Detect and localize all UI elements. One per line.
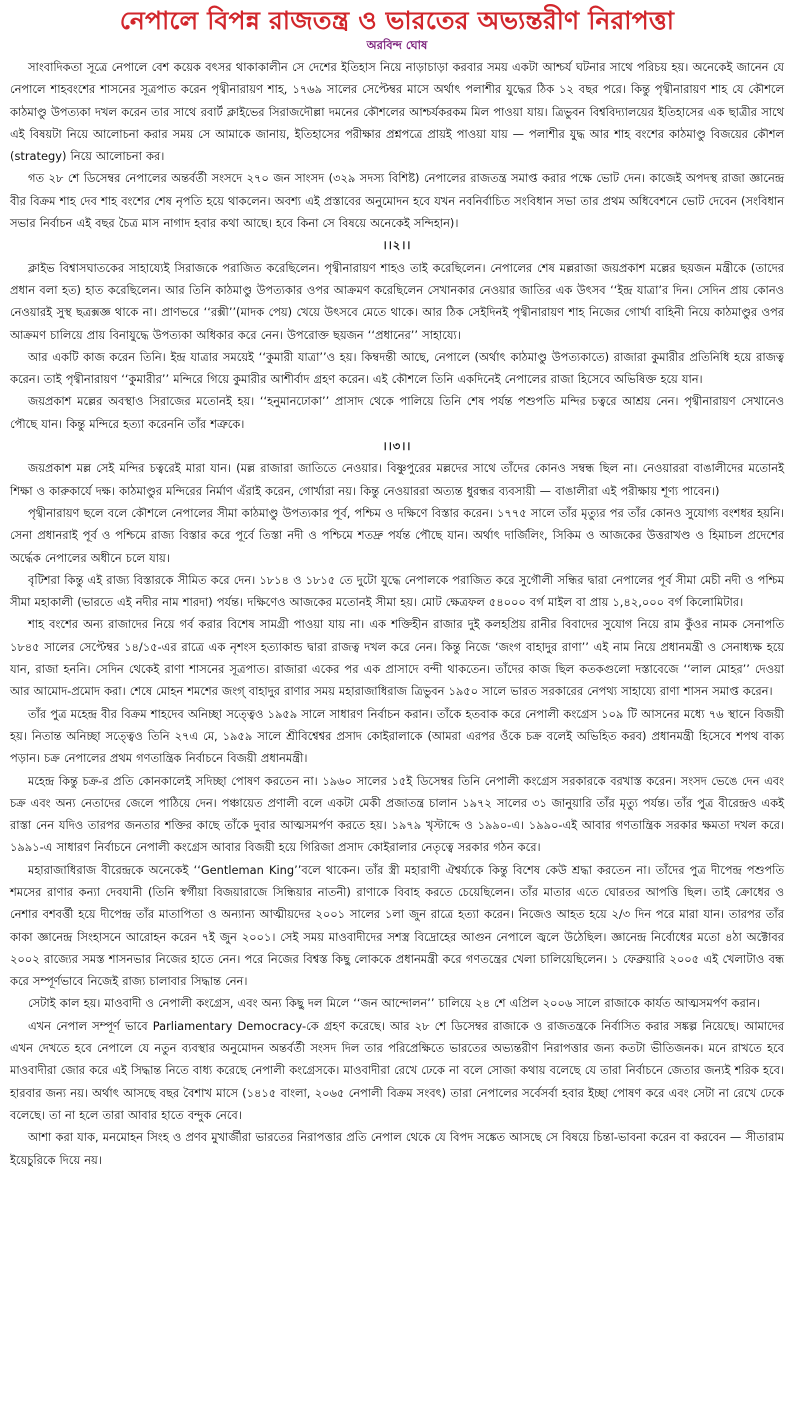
paragraph: মহারাজাধিরাজ বীরেন্দ্রকে অনেকেই ‘‘Gentleman King’’বলে থাকেন। তাঁর স্ত্রী মহারাণী ঐশ্বর্য্যকে কিন্তু বিশেষ কেউ শ্রদ্ধা করতেন না। তাঁদের পুত্র দীপেন্দ্র পশুপতি শমসের রাণার কন্যা দেবযানী (তিনি স্বর্গীয়া বিজয়ারাজে সিন্ধিয়ার নাতনী) রাণাকে বিবাহ করতে চেয়েছিলেন। তাঁর মাতার এতে ঘোরতর আপত্তি ছিল। তাই ক্রোধের ও নেশার বশবর্ত্তী হয়ে দীপেন্দ্র তাঁর মাতাপিতা ও অন্যান্য আত্মীয়দের ২০০১ সালের ১লা জুন রাত্রে হত্যা করেন। নিজেও আহত হয়ে ২/৩ দিন পরে মারা যান। তারপর তাঁর কাকা জ্ঞানেন্দ্র সিংহাসনে আরোহন করেন ৭ই জুন ২০০১। সেই সময় মাওবাদীদের সশস্ত্র বিদ্রোহের আগুন নেপালে জ্বলে উঠেছিল। জ্ঞানেন্দ্র নির্বোধের মতো ৪ঠা অক্টোবর ২০০২ রাজ্যের সমস্ত শাসনভার নিজের হাতে নেন। পরে নিজের বিশ্বস্ত কিছু লোককে প্রধানমন্ত্রী করে গণতন্ত্রের খেলা চালিয়েছিলেন। ১ ফেব্রুয়ারি ২০০৫ এই খেলাটাও বন্ধ করে সম্পূর্ণভাবে নিজেই রাজ্য চালাবার সিদ্ধান্ত নেন। xyxy=(10,862,784,989)
paragraph: এখন নেপাল সম্পূর্ণ ভাবে Parliamentary Democracy-কে গ্রহণ করেছে। আর ২৮ শে ডিসেম্বর রাজাকে ও রাজতন্ত্রকে নির্বাসিত করার সঙ্কল্প নিয়েছে। আমাদের এখন দেখতে হবে নেপালে যে নতুন ব্যবস্থার অনুমোদন অন্তর্বর্তী সংসদ দিল তার পরিপ্রেক্ষিতে ভারতের অভ্যন্তরীণ নিরাপত্তার জন্য কতটা ভীতিজনক। মনে রাখতে হবে মাওবাদীরা জোর করে এই সিদ্ধান্ত নিতে বাধ্য করেছে নেপালী কংগ্রেসকে। মাওবাদীরা রেখে ঢেকে না বলে সোজা কথায় বলেছে যে তারা নির্বাচনে জেতার জন্যই শরিক হবে। হারবার জন্য নয়। অর্থাৎ আসছে বছর বৈশাখ মাসে (১৪১৫ বাংলা, ২০৬৫ নেপালী বিক্রম সংবৎ) তারা নেপালের সর্বেসর্বা হবার ইচ্ছা পোষণ করে এবং সেটা না রেখে ঢেকে বলেছে। তা না হলে তারা আবার হাতে বন্দুক নেবে। xyxy=(10,1018,784,1122)
paragraph: বৃটিশরা কিন্তু এই রাজ্য বিস্তারকে সীমিত করে দেন। ১৮১৪ ও ১৮১৫ তে দুটো যুদ্ধে নেপালকে পরাজিত করে সুগৌলী সন্ধির দ্বারা নেপালের পূর্ব সীমা মেচী নদী ও পশ্চিম সীমা মহাকালী (ভারতে এই নদীর নাম শারদা) পর্যন্ত। দক্ষিণেও আজকের মতোনই সীমা হয়। মোট ক্ষেত্রফল ৫৪০০০ বর্গ মাইল বা প্রায় ১,৪২,০০০ বর্গ কিলোমিটার। xyxy=(10,572,784,610)
paragraph: সেটাই কাল হয়। মাওবাদী ও নেপালী কংগ্রেস, এবং অন্য কিছু দল মিলে ‘‘জন আন্দোলন’’ চালিয়ে ২৪ শে এপ্রিল ২০০৬ সালে রাজাকে কার্যত আত্মসমর্পণ করান। xyxy=(28,996,760,1011)
paragraph: মহেন্দ্র কিন্তু চক্র-র প্রতি কোনকালেই সদিচ্ছা পোষণ করতেন না। ১৯৬০ সালের ১৫ই ডিসেম্বর তিনি নেপালী কংগ্রেস সরকারকে বরখাস্ত করেন। সংসদ ভেঙে দেন এবং চক্র এবং অন্য নেতাদের জেলে পাঠিয়ে দেন। পঞ্চায়েত প্রণালী বলে একটা মেকী প্রজাতন্ত্র চালান ১৯৭২ সালের ৩১ জানুয়ারি তাঁর মৃত্যু পর্যন্ত। তাঁর পুত্র বীরেন্দ্রও একই রাস্তা নেন যদিও তারপর জনতার শক্তির কাছে তাঁকে দুবার আত্মসমর্পণ করতে হয়। ১৯৭৯ খৃস্টাব্দে ও ১৯৯০-এ। ১৯৯০-এই আবার গণতান্ত্রিক সরকার ক্ষমতা দখল করে। ১৯৯১-এ সাধারণ নির্বাচনে নেপালী কংগ্রেস আবার বিজয়ী হয়ে গিরিজা প্রসাদ কোইরালার নেতৃত্বে সরকার গঠন করে। xyxy=(10,773,784,855)
paragraph: আর একটি কাজ করেন তিনি। ইন্দ্র যাত্রার সময়েই ‘‘কুমারী যাত্রা’’ও হয়। কিম্বদন্তী আছে, নেপালে (অর্থাৎ কাঠমাণ্ডু উপত্যকাতে) রাজারা কুমারীর প্রতিনিধি হয়ে রাজত্ব করেন। তাই পৃথ্বীনারায়ণ ‘‘কুমারীর’’ মন্দিরে গিয়ে কুমারীর আশীর্বাদ গ্রহণ করেন। এই কৌশলে তিনি একদিনেই নেপালের রাজা হিসেবে অভিষিক্ত হয়ে যান। xyxy=(10,349,784,387)
article-title: নেপালে বিপন্ন রাজতন্ত্র ও ভারতের অভ্যন্তরীণ নিরাপত্তা xyxy=(119,6,675,35)
paragraph: পৃথ্বীনারায়ণ ছলে বলে কৌশলে নেপালের সীমা কাঠমাণ্ডু উপত্যকার পূর্ব, পশ্চিম ও দক্ষিণে বিস্তার করেন। ১৭৭৫ সালে তাঁর মৃত্যুর পর তাঁর কোনও সুযোগ্য বংশধর হয়নি। সেনা প্রধানরাই পূর্ব ও পশ্চিমে রাজ্য বিস্তার করে পূর্বে তিস্তা নদী ও পশ্চিমে শতদ্রু পর্যন্ত পৌছে যান। অর্থাৎ দার্জিলিং, সিকিম ও আজকের উত্তরাখণ্ড ও হিমাচল প্রদেশের অর্দ্ধেক নেপালের অধীনে চলে যায়। xyxy=(10,505,784,565)
paragraph: শাহ বংশের অন্য রাজাদের নিয়ে গর্ব করার বিশেষ সামগ্রী পাওয়া যায় না। এক শক্তিহীন রাজার দুই কলহপ্রিয় রানীর বিবাদের সুযোগ নিয়ে রাম কুঁওর নামক সেনাপতি ১৮৪৫ সালের সেপ্টেম্বর ১৪/১৫-এর রাত্রে এক নৃশংস হত্যাকান্ড দ্বারা রাজত্ব দখল করে নেন। কিন্তু নিজে ‘জংগ বাহাদুর রাণা’’ এই নাম নিয়ে প্রধানমন্ত্রী ও সেনাধ্যক্ষ হয়ে যান, রাজা হননি। সেদিন থেকেই রাণা শাসনের সূত্রপাত। রাজারা একের পর এক প্রাসাদে বন্দী থাকতেন। তাঁদের কাজ ছিল কতকগুলো দস্তাবেজে ‘‘লাল মোহর’’ দেওয়া আর আমোদ-প্রমোদ করা। শেষে মোহন শমশের জংগ্ বাহাদুর রাণার সময় মহারাজাধিরাজ ত্রিভুবন ১৯৫০ সালে ভারত সরকারের নেপথ্য সাহায্যে রাণা শাসন সমাপ্ত করেন। xyxy=(10,617,784,699)
paragraph: জয়প্রকাশ মল্ল সেই মন্দির চত্বরেই মারা যান। (মল্ল রাজারা জাতিতে নেওয়ার। বিষ্ণুপুরের মল্লদের সাথে তাঁদের কোনও সম্বন্ধ ছিল না। নেওয়াররা বাঙালীদের মতোনই শিক্ষা ও কারুকার্যে দক্ষ। কাঠমাণ্ডুর মন্দিরের নির্মাণ এঁরাই করেন, গোর্খারা নয়। কিন্তু নেওয়াররা অত্যন্ত ধুরন্ধর ব্যবসায়ী — বাঙালীরা এই পরীক্ষায় শূণ্য পাবেন।) xyxy=(10,461,784,498)
paragraph: গত ২৮ শে ডিসেম্বর নেপালের অন্তর্বর্তী সংসদে ২৭০ জন সাংসদ (৩২৯ সদস্য বিশিষ্ট) নেপালের রাজতন্ত্র সমাপ্ত করার পক্ষে ভোট দেন। কাজেই অপদস্থ রাজা জ্ঞানেন্দ্র বীর বিক্রম শাহ দেব শাহ বংশের শেষ নৃপতি হয়ে থাকলেন। অবশ্য এই প্রস্তাবের অনুমোদন হবে যখন নবনির্বাচিত সংবিধান সভা তার প্রথম অধিবেশনে ভোট দেবেন (সংবিধান সভার নির্বাচন এই বছর চৈত্র মাস নাগাদ হবার কথা আছে। হবে কিনা সে বিষয়ে অনেকেই সন্দিহান)। xyxy=(10,171,784,231)
paragraph: ক্লাইভ বিশ্বাসঘাতকের সাহায্যেই সিরাজকে পরাজিত করেছিলেন। পৃথ্বীনারায়ণ শাহও তাই করেছিলেন। নেপালের শেষ মল্লরাজা জয়প্রকাশ মল্লের ছয়জন মন্ত্রীকে (তাদের প্রধান বলা হত) হাত করেছিলেন। আর তিনি কাঠমাণ্ডু উপত্যকার ওপর আক্রমণ করেছিলেন সেখানকার নেওয়ার জাতির এক উৎসব ‘‘ইন্দ্র যাত্রা’র দিন। সেদিন প্রায় কোনও নেওয়ারই সুস্থ ছত্রক্সজ্ঞ থাকে না। প্রাণভরে ‘‘রক্সী’’(মাদক পেয়) খেয়ে উৎসবে মেতে থাকে। আর ঠিক সেইদিনই পৃথ্বীনারায়ণ শাহ নিজের গোর্খা বাহিনী নিয়ে কাঠমাণ্ডুর ওপর আক্রমণ চালিয়ে প্রায় বিনাযুদ্ধে উপত্যকা অধিকার করে নেন। উপরোক্ত ছয়জন ‘‘প্রধানের’’ সাহায্যে। xyxy=(10,260,784,342)
paragraph: সাংবাদিকতা সূত্রে নেপালে বেশ কয়েক বৎসর থাকাকালীন সে দেশের ইতিহাস নিয়ে নাড়াচাড়া করবার সময় একটা আশ্চর্য ঘটনার সাথে পরিচয় হয়। অনেকেই জানেন যে নেপালে শাহবংশের শাসনের সূত্রপাত করেন পৃথ্বীনারায়ণ শাহ, ১৭৬৯ সালের সেপ্টেম্বর মাসে অর্থাৎ পলাশীর যুদ্ধের ঠিক ১২ বছর পরে। কিন্তু পৃথ্বীনারায়ণ শাহ যে কৌশলে কাঠমাণ্ডু উপত্যকা দখল করেন তার সাথে রবার্ট ক্লাইভের সিরাজদৌল্লা দমনের কৌশলের আশ্চর্যকরকম মিল পাওয়া যায়। ত্রিভুবন বিশ্ববিদ্যালয়ের ইতিহাসের এক ছাত্রীর সাথে এই বিষয়টা নিয়ে আলোচনা করার সময় সে আমাকে জানায়, ইতিহাসের পরীক্ষার প্রশ্নপত্রে প্রায়ই পাওয়া যায় — পলাশীর যুদ্ধ আর শাহ বংশের কাঠমাণ্ডু বিজয়ের কৌশল (strategy) নিয়ে আলোচনা কর। xyxy=(10,60,784,164)
author-name: অরবিন্দ ঘোষ xyxy=(366,38,428,52)
paragraph: আশা করা যাক, মনমোহন সিংহ ও প্রণব মুখার্জীরা ভারতের নিরাপত্তার প্রতি নেপাল থেকে যে বিপদ সঙ্কেত আসছে সে বিষয়ে চিন্তা-ভাবনা করেন বা করবেন — সীতারাম ইয়েচুরিকে দিয়ে নয়। xyxy=(10,1130,784,1167)
paragraph: জয়প্রকাশ মল্লের অবস্থাও সিরাজের মতোনই হয়। ‘‘হনুমানঢোকা’’ প্রাসাদ থেকে পালিয়ে তিনি শেষ পর্যন্ত পশুপতি মন্দির চত্বরে আশ্রয় নেন। পৃথ্বীনারায়ণ সেখানেও পৌছে যান। কিন্তু মন্দিরে হত্যা করেননি তাঁর শত্রুকে। xyxy=(10,394,784,431)
paragraph: তাঁর পুত্র মহেন্দ্র বীর বিক্রম শাহদেব অনিচ্ছা সত্ত্বেও ১৯৫৯ সালে সাধারণ নির্বাচন করান। তাঁকে হতবাক করে নেপালী কংগ্রেস ১০৯ টি আসনের মধ্যে ৭৬ স্থানে বিজয়ী হয়। নিতান্ত অনিচ্ছা সত্ত্বেও তিনি ২৭এ মে, ১৯৫৯ সালে শ্রীবিশ্বেশ্বর প্রসাদ কোইরালাকে (আমরা এরপর ওঁকে চক্র বলেই অভিহিত করব) প্রধানমন্ত্রী হিসেবে শপথ বাক্য পড়ান। চক্র নেপালের প্রথম গণতান্ত্রিক নির্বাচনে বিজয়ী প্রধানমন্ত্রী। xyxy=(10,706,784,766)
section-marker: ।।৩।। xyxy=(382,439,412,454)
section-marker: ।।২।। xyxy=(382,238,412,253)
